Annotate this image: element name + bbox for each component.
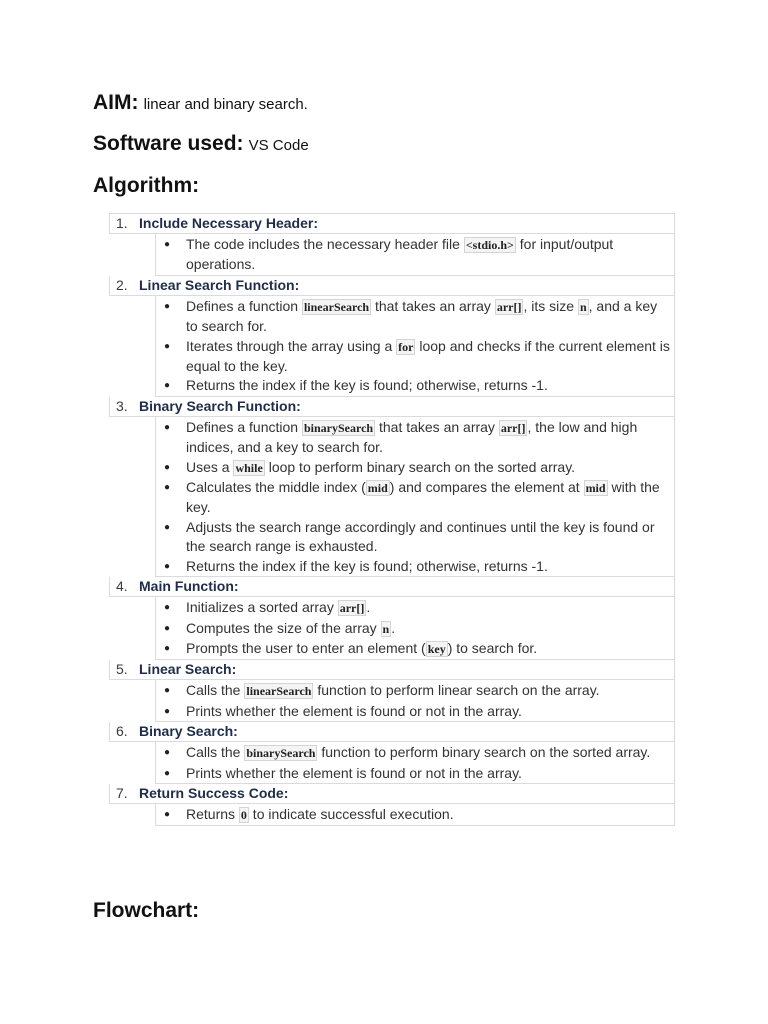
list-item [156,764,674,783]
bullet-dot-icon: ● [164,622,171,634]
step-body [155,597,675,660]
inline-code: n [579,299,587,314]
inline-code: binarySearch [246,746,316,761]
step-number: 2. [116,276,128,293]
bullet-list [156,418,674,576]
bullet-text: ) and compares the element at [389,479,584,496]
inline-code: arr[] [496,299,522,314]
bullet-text: Defines a function [186,418,302,435]
bullet-dot-icon: ● [164,461,171,473]
inline-code: linearSearch [246,684,312,699]
step-title: Linear Search Function: [139,276,300,293]
step-title: Include Necessary Header: [139,215,318,231]
step-title: Binary Search: [139,723,238,740]
step-header [109,577,675,597]
bullet-text: Initializes a sorted array [186,599,338,616]
aim-label: AIM: [93,91,139,114]
list-item [156,743,674,763]
bullet-dot-icon: ● [164,705,171,717]
inline-code: <stdio.h> [465,238,514,252]
algorithm-steps [109,213,675,826]
list-item [156,639,674,659]
bullet-list [156,297,674,396]
step-title: Binary Search Function: [139,397,301,414]
inline-code: for [398,339,414,354]
inline-code: arr[] [339,601,365,616]
bullet-list [156,743,674,783]
bullet-dot-icon: ● [164,239,171,250]
list-item [156,337,674,377]
inline-code: mid [585,481,606,496]
bullet-text: Calculates the middle index ( [186,479,366,496]
flowchart-heading [93,899,199,923]
inline-code: key [427,641,446,656]
step-body [155,742,675,784]
list-item [156,598,674,618]
bullet-dot-icon: ● [164,300,171,312]
step-body [155,234,675,276]
bullet-text: Adjusts the search range accordingly and continues until the key is found or the search range is exhausted. [186,518,655,555]
bullet-text: Calls the [186,744,245,761]
step-body [155,296,675,397]
bullet-text: Uses a [186,458,234,475]
software-line [93,132,309,156]
bullet-text: function to perform linear search on the array. [313,682,600,699]
step-header [109,784,675,804]
bullet-list [156,235,674,275]
step-body [155,417,675,577]
list-item [156,297,674,337]
bullet-dot-icon: ● [164,642,171,654]
list-item [156,805,674,825]
bullet-text: ) to search for. [447,639,538,656]
bullet-text: for input/output operations. [186,236,614,273]
bullet-list [156,598,674,659]
bullet-dot-icon: ● [164,421,171,433]
step-number: 3. [116,397,128,414]
algorithm-heading-text: Algorithm: [93,174,200,197]
bullet-text: , and a key to search for. [186,297,658,335]
bullet-text: loop to perform binary search on the sorted array. [264,458,576,475]
aim-value: linear and binary search. [143,96,308,113]
bullet-dot-icon: ● [164,767,171,779]
bullet-dot-icon: ● [164,808,171,820]
step-number: 5. [116,661,128,678]
step-number: 1. [116,215,128,231]
bullet-text: Iterates through the array using a [186,337,397,354]
bullet-text: that takes an array [371,297,495,314]
bullet-dot-icon: ● [164,602,171,614]
list-item [156,235,674,275]
bullet-text: Calls the [186,682,245,699]
bullet-dot-icon: ● [164,340,171,352]
bullet-text: . [366,599,371,616]
inline-code: linearSearch [303,299,370,314]
flowchart-heading-text: Flowchart: [93,899,200,922]
bullet-text: Computes the size of the array [186,619,381,636]
inline-code: arr[] [500,420,526,435]
list-item [156,458,674,478]
step-title: Linear Search: [139,661,237,678]
aim-line [93,91,308,115]
step-number: 6. [116,723,128,740]
bullet-dot-icon: ● [164,560,171,572]
list-item [156,681,674,701]
bullet-text: function to perform binary search on the sorted array. [317,744,651,761]
bullet-list [156,805,674,825]
inline-code: while [235,460,263,475]
inline-code: 0 [240,807,247,822]
bullet-dot-icon: ● [164,482,171,494]
bullet-text: that takes an array [375,418,499,435]
step-number: 4. [116,578,128,595]
step-number: 7. [116,784,128,801]
step-header [109,276,675,296]
inline-code: n [382,621,390,636]
list-item [156,557,674,576]
software-label: Software used: [93,132,244,155]
bullet-text: Prompts the user to enter an element ( [186,639,426,656]
step-header [109,722,675,742]
bullet-dot-icon: ● [164,521,171,533]
bullet-text: Defines a function [186,297,302,314]
bullet-dot-icon: ● [164,380,171,392]
bullet-text: Returns the index if the key is found; otherwise, returns -1. [186,557,548,574]
bullet-text: , its size [523,297,578,314]
bullet-text: The code includes the necessary header file [186,236,464,252]
step-body [155,804,675,826]
bullet-dot-icon: ● [164,747,171,759]
bullet-dot-icon: ● [164,685,171,697]
bullet-text: Returns the index if the key is found; otherwise, returns -1. [186,377,548,394]
bullet-text: , the low and high indices, and a key to search for. [186,418,638,456]
bullet-text: Prints whether the element is found or not in the array. [186,764,522,781]
algorithm-heading [93,174,199,198]
list-item [156,478,674,518]
bullet-text: . [391,619,396,636]
software-value: VS Code [248,137,309,154]
bullet-text: loop and checks if the current element is equal to the key. [186,337,670,375]
step-body [155,680,675,722]
step-header [109,397,675,417]
bullet-text: Prints whether the element is found or not in the array. [186,702,522,719]
step-header [109,214,675,234]
step-title: Main Function: [139,578,239,595]
inline-code: binarySearch [303,420,374,435]
list-item [156,376,674,395]
bullet-text: to indicate successful execution. [248,805,454,822]
bullet-list [156,681,674,721]
bullet-text: with the key. [186,479,660,516]
step-header [109,660,675,680]
inline-code: mid [367,481,388,496]
bullet-text: Returns [186,805,239,822]
list-item [156,702,674,721]
list-item [156,518,674,557]
list-item [156,619,674,639]
step-title: Return Success Code: [139,784,289,801]
list-item [156,418,674,458]
